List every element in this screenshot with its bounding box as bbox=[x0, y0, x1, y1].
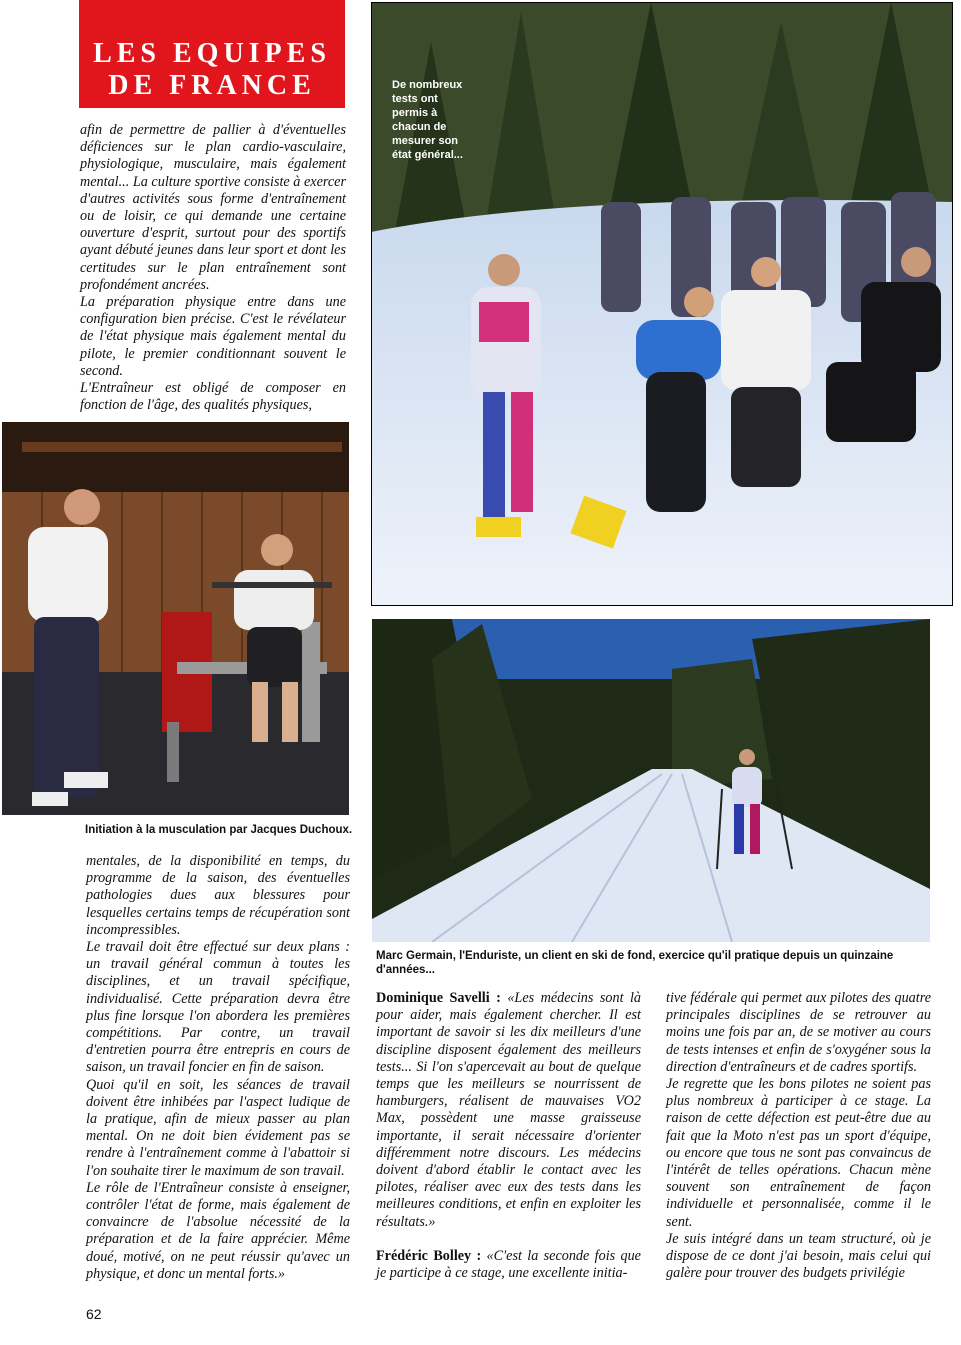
paragraph: afin de permettre de pallier à d'éventuelles déficiences sur le plan cardio-vasculaire, physiologique, musculaire, mais également mental... La culture sportive consiste à exercer d'autres activités sous forme d'entraînement ou de loisir, ce qui demande une certaine ouverture d'esprit, surtout pour des sportifs ayant débuté jeunes dans leur sport et dont les certitudes sur le plan entraînement sont profondément ancrées. bbox=[80, 122, 346, 293]
column-1-bottom-text bbox=[86, 853, 350, 1283]
speaker-quote: «Les médecins sont là pour aider, mais également chercher. Il est important de savoir si les dix meilleurs d'une discipline disposent également des meilleurs tests... Si l'on s'apercevait au bout de quelque temps que les meilleurs se nourrissent de hamburgers, réalisent de mauvaises VO2 Max, possèdent une masse graisseuse importante, il serait nécessaire d'orienter différemment notre discours. Les médecins doivent d'abord établir le contact avec les pilotes, réaliser avec eux des tests dans les meilleures conditions, et enfin en exploiter les résultats.» bbox=[376, 990, 642, 1230]
photo-overlay-caption: De nombreux tests ont permis à chacun de mesurer son état général... bbox=[392, 79, 463, 161]
column-1-top-text bbox=[80, 122, 346, 414]
interview-paragraph bbox=[376, 1248, 641, 1282]
paragraph: Le travail doit être effectué sur deux plans : un travail général commun à toutes les disciplines, et un travail spécifique, individualisé. Cette préparation devra être plus fine lorsque l'on abordera les premières compétitions. Par contre, un travail d'entretien pourra être entrepris en cours de saison, un travail foncier en fin de saison. bbox=[86, 939, 350, 1076]
photo-ski-trail bbox=[372, 619, 930, 942]
speaker-name: Dominique Savelli : bbox=[376, 990, 501, 1006]
paragraph: Quoi qu'il en soit, les séances de travail doivent être inhibées par l'aspect ludique de la pratique, afin de mieux passer au plan mental. On ne doit bien évidement pas se rendre à l'entraînement comme à l'abattoir si l'on souhaite tirer le maximum de son travail. bbox=[86, 1076, 350, 1179]
column-2-text bbox=[376, 990, 641, 1282]
caption-gym: Initiation à la musculation par Jacques Duchoux. bbox=[85, 824, 353, 836]
paragraph: Le rôle de l'Entraîneur consiste à enseigner, contrôler l'état de forme, mais également de convaincre de l'absolue nécessité de la préparation et de la faire apprécier. Même doué, motivé, on ne peut réussir qu'avec un physique, et donc un mental forts.» bbox=[86, 1179, 350, 1282]
page-number: 62 bbox=[86, 1306, 102, 1322]
paragraph: mentales, de la disponibilité en temps, du programme de la saison, des éventuelles pathologies dues aux blessures pour lesquelles certains temps de récupération sont incompressibles. bbox=[86, 853, 350, 938]
paragraph: tive fédérale qui permet aux pilotes des quatre principales disciplines de se retrouver au moins une fois par an, de se motiver au cours de tests intenses et enfin de s'oxygéner sous la direction d'entraîneurs et de cadres sportifs. bbox=[666, 990, 931, 1075]
paragraph: La préparation physique entre dans une configuration bien précise. C'est le révélateur de l'état physique mais également mental du pilote, le premier conditionnant souvent le second. bbox=[80, 294, 346, 379]
photo-gym bbox=[2, 422, 349, 815]
section-title bbox=[79, 0, 345, 108]
column-3-text bbox=[666, 990, 931, 1282]
paragraph: Je suis intégré dans un team structuré, où je dispose de ce dont j'ai besoin, mais celui qui galère pour trouver des budgets privilégie bbox=[666, 1230, 931, 1282]
paragraph: L'Entraîneur est obligé de composer en fonction de l'âge, des qualités physiques, bbox=[80, 380, 346, 414]
paragraph: Je regrette que les bons pilotes ne soient pas plus nombreux à participer à ce stage. La raison de cette défection est peut-être due au fait que la Moto n'est pas un sport d'équipe, ou encore que tous ne sont pas convaincus de l'intérêt de telles opérations. Chacun mène souvent son entraînement de façon individuelle et personnalisée, comme il le sent. bbox=[666, 1076, 931, 1230]
speaker-name: Frédéric Bolley : bbox=[376, 1247, 482, 1264]
title-line-1: LES EQUIPES bbox=[93, 38, 331, 69]
caption-ski: Marc Germain, l'Enduriste, un client en ski de fond, exercice qu'il pratique depuis un quinzaine d'années... bbox=[376, 950, 894, 976]
interview-paragraph bbox=[376, 990, 641, 1231]
speaker-quote: «C'est la seconde fois que je participe à ce stage, une excellente initia- bbox=[376, 1247, 641, 1282]
title-line-2: DE FRANCE bbox=[108, 70, 316, 101]
